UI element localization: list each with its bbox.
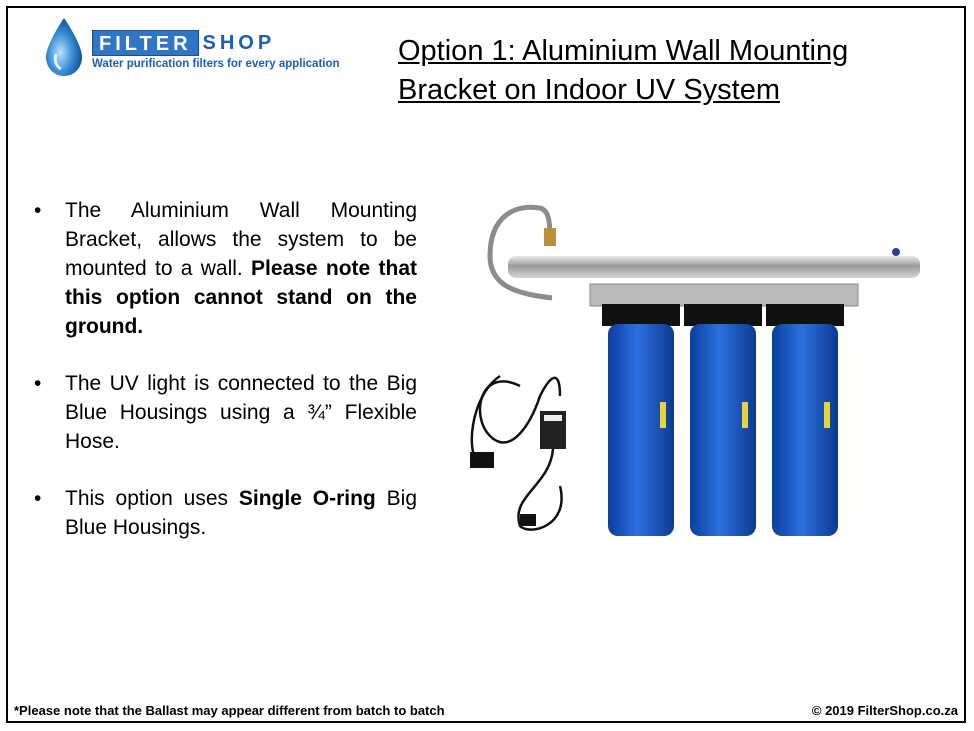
aluminium-bracket: [590, 284, 858, 306]
filtershop-logo: [40, 16, 370, 82]
uv-chamber: [508, 256, 920, 278]
bullet-dot: •: [34, 199, 42, 222]
brand-filter-text: FILTER: [92, 30, 199, 56]
copyright-notice: © 2019 FilterShop.co.za: [811, 703, 958, 718]
bullet-item: [34, 196, 417, 341]
big-blue-housings: [602, 304, 844, 536]
bullet-text: This option uses: [65, 487, 239, 510]
ballast-footnote: *Please note that the Ballast may appear different from batch to batch: [14, 703, 445, 718]
bullet-bold-text: Single O-ring: [238, 487, 376, 510]
slide-title-line-1: Option 1: Aluminium Wall Mounting: [398, 35, 849, 67]
water-drop-icon: [42, 16, 86, 78]
bullet-dot: •: [34, 372, 42, 395]
bullet-dot: •: [34, 487, 42, 510]
bullet-text-after: Big Blue Housings.: [65, 487, 417, 539]
bullet-bold-text: Please note that this option cannot stand on the ground.: [65, 257, 417, 338]
bullet-text: The UV light is connected to the Big Blue Housings using a ¾” Flexible Hose.: [65, 372, 417, 453]
bullet-text: The Aluminium Wall Mounting Bracket, allows the system to be mounted to a wall.: [65, 199, 417, 280]
bullet-list: [34, 196, 417, 570]
flexible-hose: [490, 207, 552, 298]
slide-title: [398, 32, 958, 110]
uv-system-product-image: [460, 196, 930, 546]
bullet-item: [34, 369, 417, 456]
ballast-power-cable: [470, 376, 566, 530]
slide-title-line-2: Bracket on Indoor UV System: [398, 74, 780, 106]
brand-shop-text: SHOP: [202, 32, 276, 54]
brand-tagline: Water purification filters for every application: [92, 58, 340, 70]
bullet-item: [34, 484, 417, 542]
